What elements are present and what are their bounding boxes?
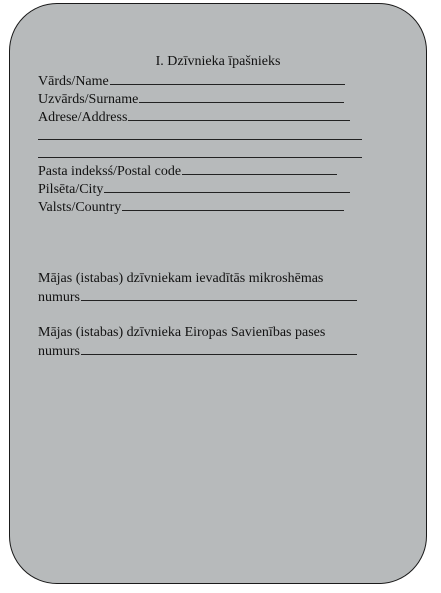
name-row (38, 72, 345, 90)
passport-number-label: numurs (38, 344, 80, 359)
address-row (38, 108, 350, 126)
country-field[interactable] (122, 198, 344, 211)
pet-owner-card (9, 3, 427, 584)
passport-block (38, 324, 368, 361)
passport-row (38, 342, 368, 361)
address-line-3[interactable] (38, 156, 362, 158)
country-row (38, 198, 344, 216)
address-label: Adrese/Address (38, 110, 128, 125)
microchip-block (38, 270, 368, 307)
section-title: I. Dzīvnieka īpašnieks (155, 54, 281, 69)
name-label: Vārds/Name (38, 74, 109, 89)
postal-field[interactable] (182, 162, 337, 175)
microchip-row (38, 288, 368, 307)
city-label: Pilsēta/City (38, 182, 104, 197)
name-field[interactable] (110, 72, 345, 85)
surname-label: Uzvārds/Surname (38, 92, 139, 107)
surname-field[interactable] (139, 90, 344, 103)
country-label: Valsts/Country (38, 200, 122, 215)
city-field[interactable] (104, 180, 350, 193)
passport-field[interactable] (81, 342, 357, 355)
microchip-label: Mājas (istabas) dzīvniekam ievadītās mikroshēmas (38, 271, 324, 286)
postal-label: Pasta indeksś/Postal code (38, 164, 182, 179)
postal-row (38, 162, 337, 180)
microchip-field[interactable] (81, 288, 357, 301)
city-row (38, 180, 350, 198)
address-line-2[interactable] (38, 138, 362, 140)
microchip-number-label: numurs (38, 290, 80, 305)
passport-label: Mājas (istabas) dzīvnieka Eiropas Savienības pases (38, 325, 326, 340)
surname-row (38, 90, 344, 108)
address-field[interactable] (128, 108, 350, 121)
